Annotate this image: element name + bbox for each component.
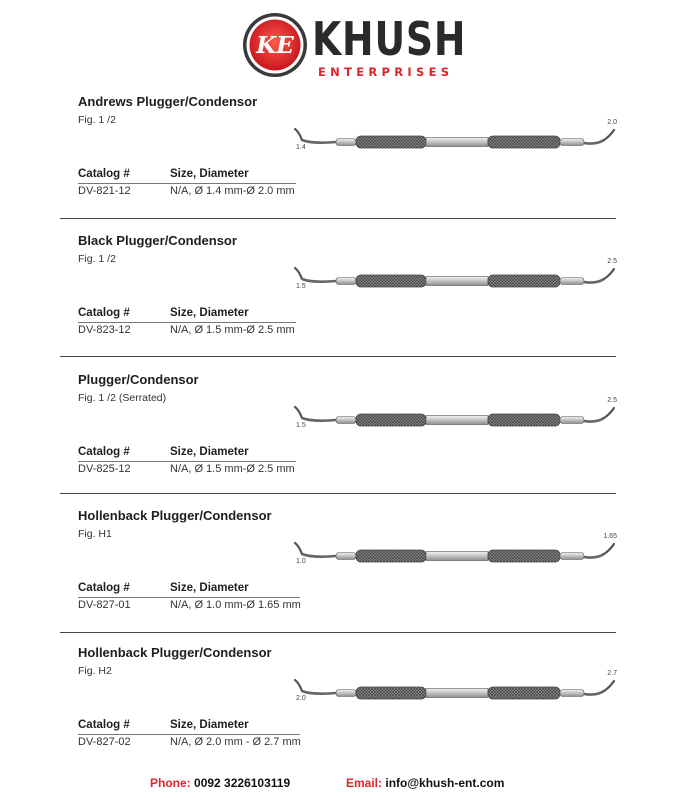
email-label: Email: (346, 776, 383, 790)
size-diameter-value: N/A, Ø 2.0 mm - Ø 2.7 mm (170, 736, 301, 748)
size-header: Size, Diameter (170, 168, 249, 180)
table-rule (78, 322, 296, 323)
instrument-image (288, 398, 620, 438)
tip-right-diameter: 2.7 (607, 670, 617, 677)
product-figure-label: Fig. 1 /2 (78, 253, 116, 265)
size-header: Size, Diameter (170, 307, 249, 319)
instrument-image (288, 259, 620, 299)
catalog-number: DV-823-12 (78, 324, 131, 336)
instrument-drawing (295, 680, 614, 699)
instrument-drawing (295, 543, 614, 562)
product-name: Hollenback Plugger/Condensor (78, 645, 272, 660)
tip-right-diameter: 2.5 (607, 258, 617, 265)
tip-right-diameter: 1.65 (603, 533, 617, 540)
product-figure-label: Fig. 1 /2 (Serrated) (78, 392, 167, 404)
product-name: Plugger/Condensor (78, 372, 199, 387)
catalog-header: Catalog # (78, 719, 130, 731)
section-divider (60, 218, 616, 219)
size-diameter-value: N/A, Ø 1.0 mm-Ø 1.65 mm (170, 599, 301, 611)
email-link[interactable]: info@khush-ent.com (385, 776, 505, 790)
logo-badge-icon (242, 12, 308, 78)
size-diameter-value: N/A, Ø 1.5 mm-Ø 2.5 mm (170, 463, 295, 475)
instrument-drawing (295, 268, 614, 287)
contact-footer (0, 776, 689, 792)
catalog-number: DV-825-12 (78, 463, 131, 475)
product-section (0, 233, 689, 371)
product-figure-label: Fig. H2 (78, 665, 112, 677)
tip-left-diameter: 1.0 (296, 558, 306, 565)
product-name: Hollenback Plugger/Condensor (78, 508, 272, 523)
size-diameter-value: N/A, Ø 1.4 mm-Ø 2.0 mm (170, 185, 295, 197)
product-figure-label: Fig. 1 /2 (78, 114, 116, 126)
tip-right-diameter: 2.0 (607, 119, 617, 126)
brand-name: KHUSH (312, 12, 467, 66)
catalog-number: DV-827-01 (78, 599, 131, 611)
product-section (0, 372, 689, 510)
section-divider (60, 356, 616, 357)
catalog-header: Catalog # (78, 307, 130, 319)
table-rule (78, 597, 300, 598)
product-name: Andrews Plugger/Condensor (78, 94, 258, 109)
logo-monogram: KE (256, 32, 294, 59)
instrument-image (288, 120, 620, 160)
phone-label: Phone: (150, 776, 191, 790)
instrument-image (288, 534, 620, 574)
product-section (0, 508, 689, 646)
email-contact (346, 776, 504, 790)
instrument-drawing (295, 129, 614, 148)
table-rule (78, 183, 296, 184)
size-header: Size, Diameter (170, 582, 249, 594)
section-divider (60, 632, 616, 633)
tip-left-diameter: 1.5 (296, 283, 306, 290)
size-header: Size, Diameter (170, 719, 249, 731)
product-name: Black Plugger/Condensor (78, 233, 237, 248)
tip-left-diameter: 1.4 (296, 144, 306, 151)
section-divider (60, 493, 616, 494)
catalog-header: Catalog # (78, 446, 130, 458)
product-section (0, 94, 689, 232)
tip-left-diameter: 2.0 (296, 695, 306, 702)
product-section (0, 645, 689, 783)
size-diameter-value: N/A, Ø 1.5 mm-Ø 2.5 mm (170, 324, 295, 336)
table-rule (78, 461, 296, 462)
instrument-image (288, 671, 620, 711)
brand-tagline: ENTERPRISES (318, 65, 454, 79)
brand-logo (242, 12, 467, 79)
table-rule (78, 734, 300, 735)
tip-right-diameter: 2.5 (607, 397, 617, 404)
product-figure-label: Fig. H1 (78, 528, 112, 540)
size-header: Size, Diameter (170, 446, 249, 458)
instrument-drawing (295, 407, 614, 426)
catalog-number: DV-827-02 (78, 736, 131, 748)
catalog-header: Catalog # (78, 168, 130, 180)
phone-contact (150, 776, 290, 790)
catalog-header: Catalog # (78, 582, 130, 594)
tip-left-diameter: 1.5 (296, 422, 306, 429)
phone-number: 0092 3226103119 (194, 776, 291, 790)
catalog-number: DV-821-12 (78, 185, 131, 197)
